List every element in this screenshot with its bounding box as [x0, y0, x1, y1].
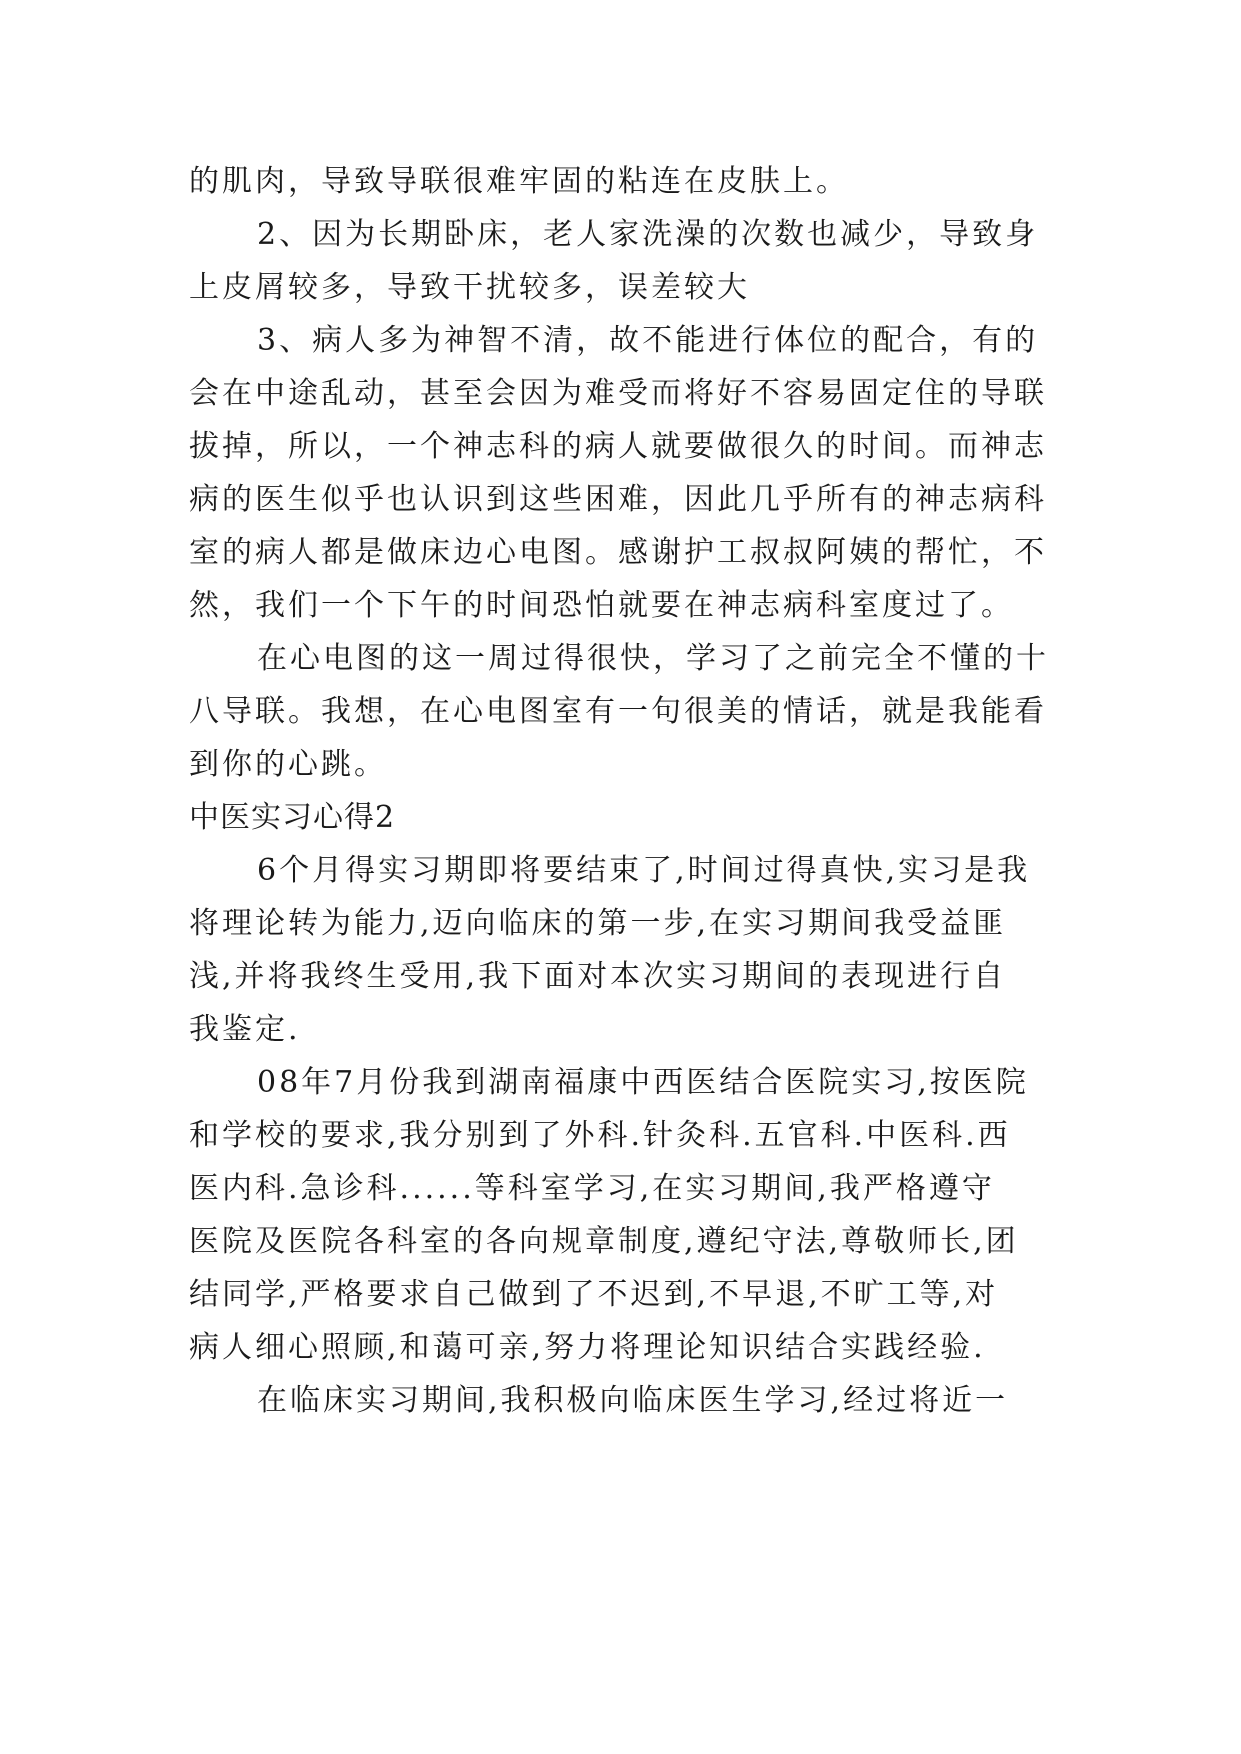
text-line: 室的病人都是做床边心电图。感谢护工叔叔阿姨的帮忙，不: [189, 535, 1047, 570]
text-line: 会在中途乱动，甚至会因为难受而将好不容易固定住的导联: [189, 376, 1047, 411]
section-heading: 中医实习心得2: [189, 800, 396, 835]
text-line: 将理论转为能力,迈向临床的第一步,在实习期间我受益匪: [189, 906, 1007, 941]
text-line: 到你的心跳。: [189, 747, 387, 782]
text-line: 我鉴定.: [189, 1012, 301, 1047]
text-line: 上皮屑较多，导致干扰较多，误差较大: [189, 270, 750, 305]
text-line: 结同学,严格要求自己做到了不迟到,不早退,不旷工等,对: [189, 1277, 999, 1312]
text-line: 医内科.急诊科......等科室学习,在实习期间,我严格遵守: [189, 1171, 995, 1206]
text-line: 3、病人多为神智不清，故不能进行体位的配合，有的: [257, 323, 1039, 358]
document-body: [189, 155, 1059, 1427]
text-line: 和学校的要求,我分别到了外科.针灸科.五官科.中医科.西: [189, 1118, 1011, 1153]
text-line: 的肌肉，导致导联很难牢固的粘连在皮肤上。: [189, 164, 849, 199]
text-line: 6个月得实习期即将要结束了,时间过得真快,实习是我: [257, 853, 1031, 888]
text-line: 在心电图的这一周过得很快，学习了之前完全不懂的十: [257, 641, 1049, 676]
text-line: 病人细心照顾,和蔼可亲,努力将理论知识结合实践经验.: [189, 1330, 986, 1365]
text-line: 医院及医院各科室的各向规章制度,遵纪守法,尊敬师长,团: [189, 1224, 1019, 1259]
text-line: 浅,并将我终生受用,我下面对本次实习期间的表现进行自: [189, 959, 1007, 994]
text-line: 2、因为长期卧床，老人家洗澡的次数也减少，导致身: [257, 217, 1039, 252]
text-line: 拔掉，所以，一个神志科的病人就要做很久的时间。而神志: [189, 429, 1047, 464]
text-line: 08年7月份我到湖南福康中西医结合医院实习,按医院: [257, 1065, 1029, 1100]
text-line: 八导联。我想，在心电图室有一句很美的情话，就是我能看: [189, 694, 1047, 729]
text-line: 在临床实习期间,我积极向临床医生学习,经过将近一: [257, 1383, 1009, 1418]
text-line: 病的医生似乎也认识到这些困难，因此几乎所有的神志病科: [189, 482, 1047, 517]
text-line: 然，我们一个下午的时间恐怕就要在神志病科室度过了。: [189, 588, 1014, 623]
